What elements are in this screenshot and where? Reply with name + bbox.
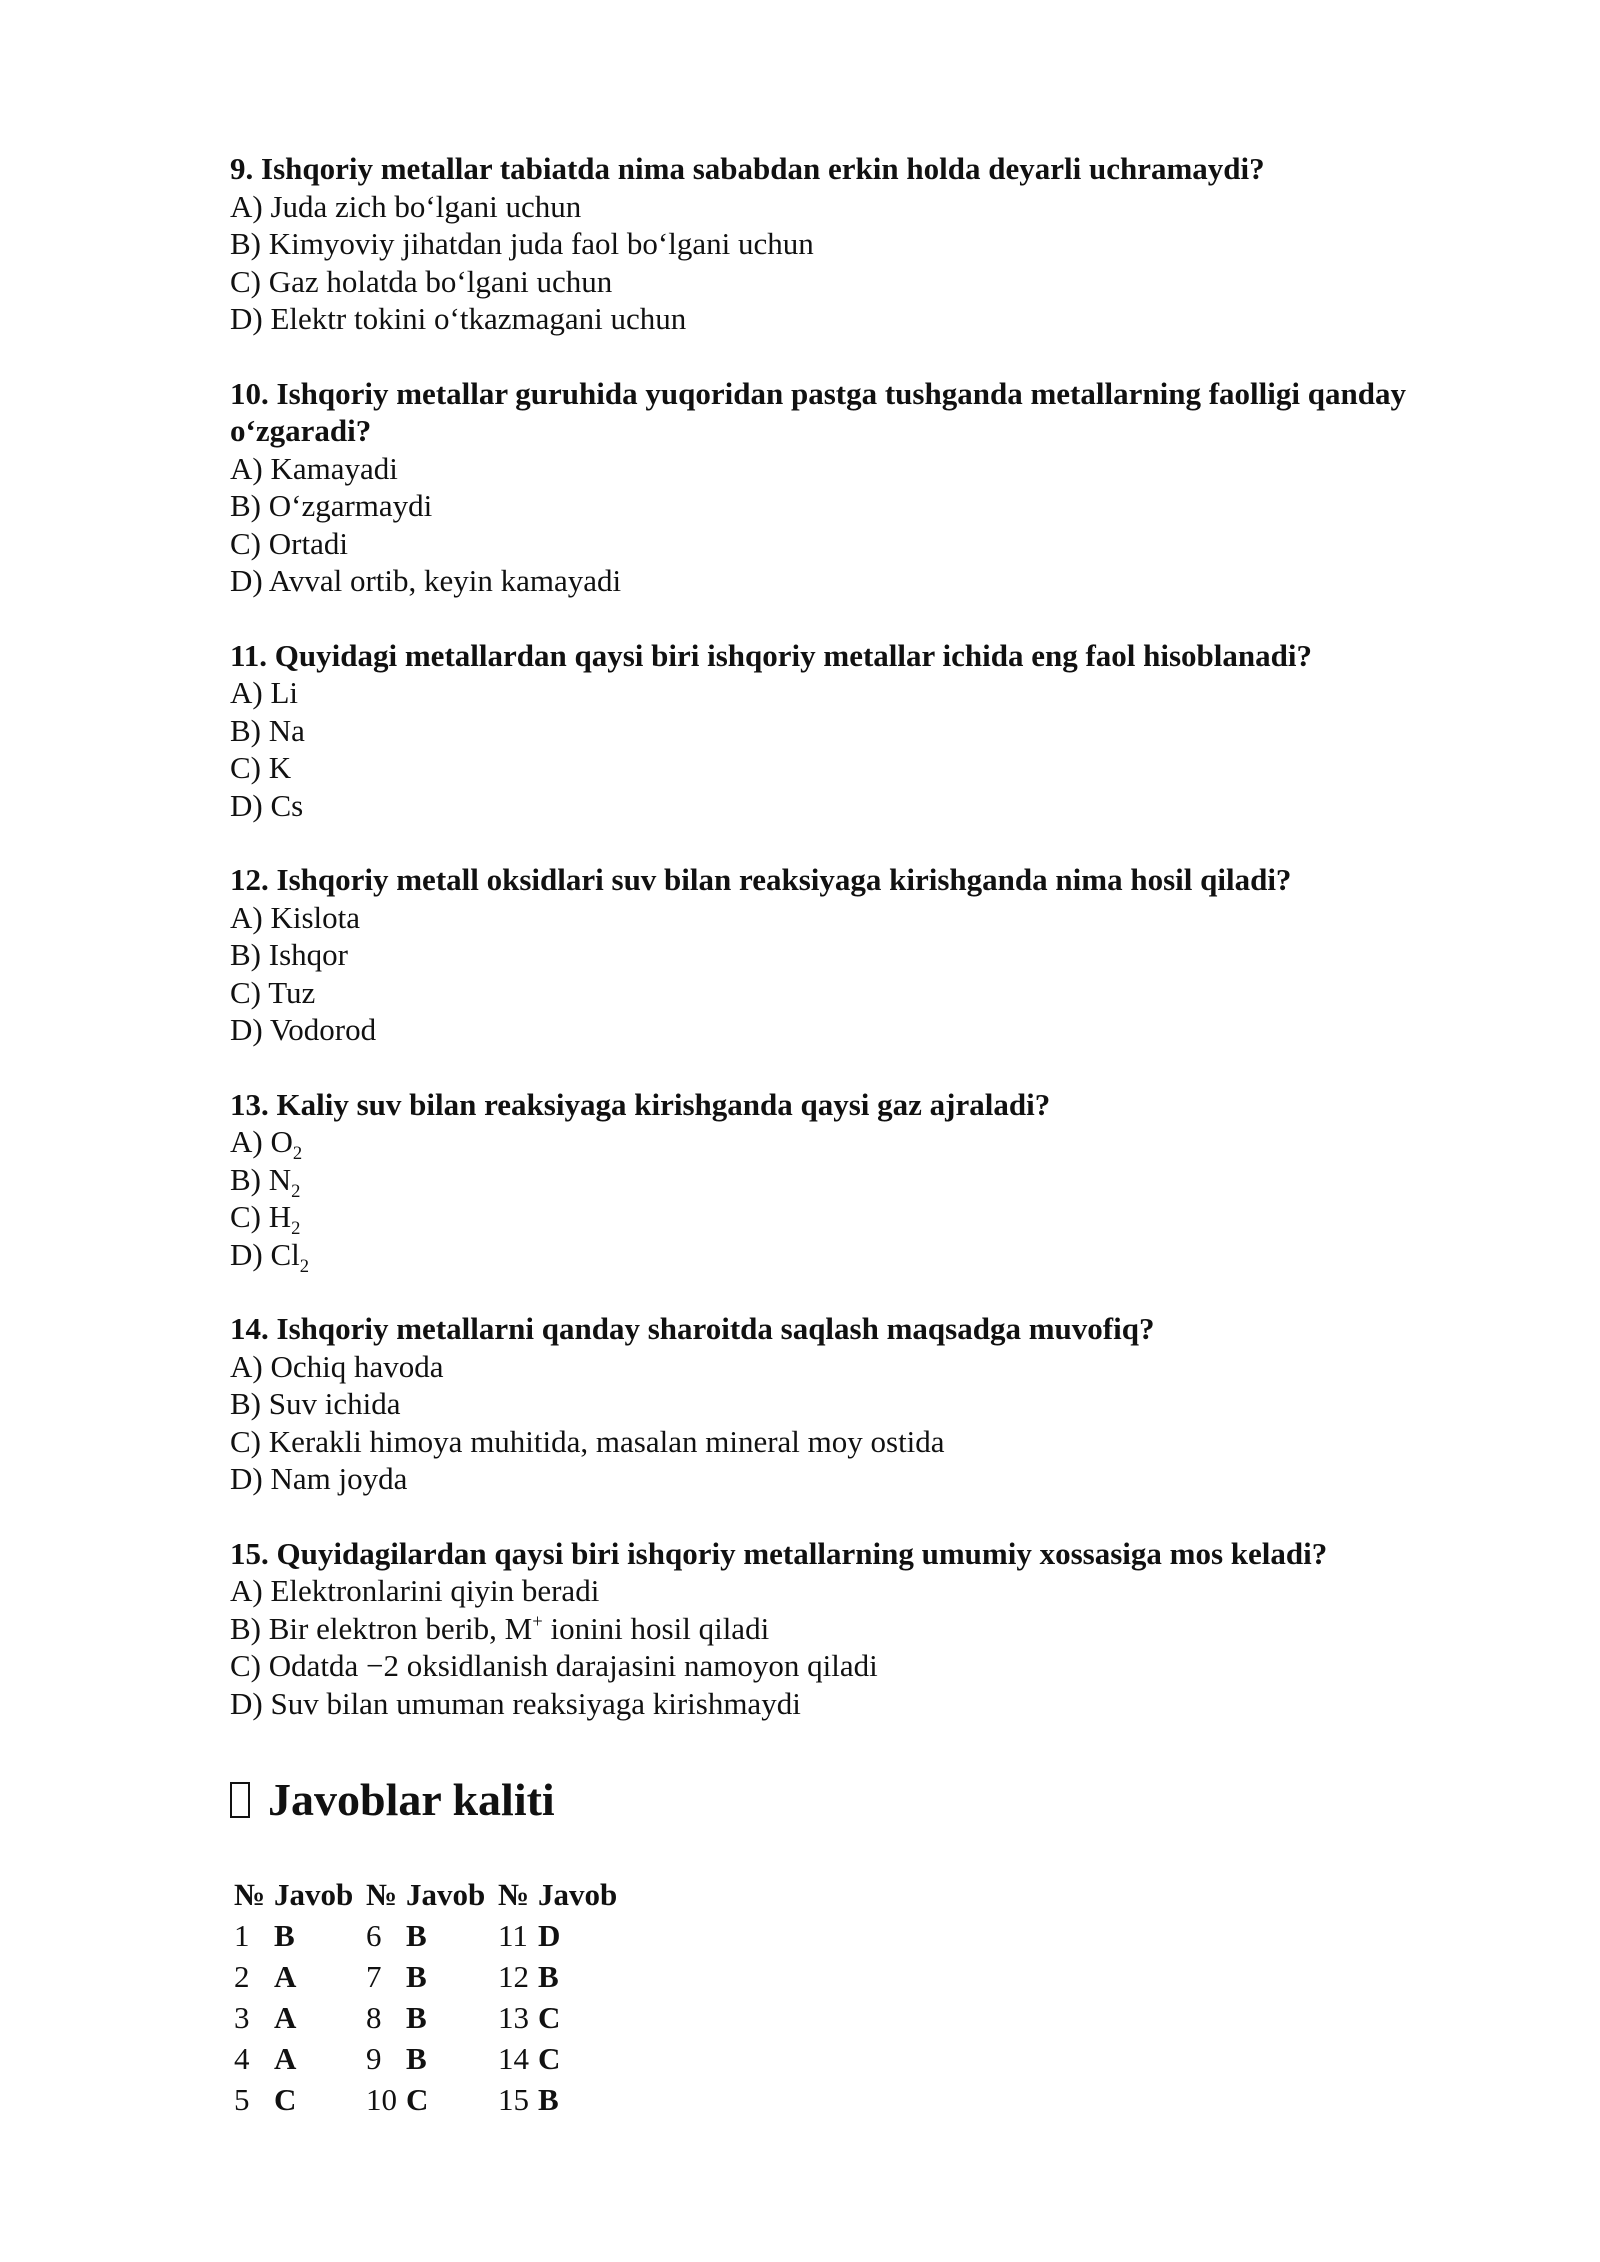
answer-options — [230, 674, 1470, 824]
answer-letter: C — [538, 1999, 561, 2035]
question-number: 7 — [366, 1958, 382, 1994]
answer-options — [230, 1348, 1470, 1498]
answer-letter: B — [406, 1917, 427, 1953]
answer-options — [230, 1572, 1470, 1722]
answer-option: D) Suv bilan umuman reaksiyaga kirishmaydi — [230, 1685, 801, 1721]
question-9 — [230, 150, 1470, 338]
superscript: + — [532, 1611, 543, 1633]
answer-letter: C — [274, 2081, 297, 2117]
answer-option: A) Elektronlarini qiyin beradi — [230, 1573, 600, 1608]
table-row — [230, 2079, 638, 2120]
subscript: 2 — [292, 1143, 303, 1165]
question-title: 13. Kaliy suv bilan reaksiyaga kirishganda qaysi gaz ajraladi? — [230, 1086, 1051, 1122]
answer-option: B) Na — [230, 712, 305, 748]
answer-option: C) Gaz holatda bo‘lgani uchun — [230, 263, 613, 299]
answer-options — [230, 188, 1470, 338]
answer-options — [230, 1123, 1470, 1277]
answer-letter: B — [274, 1917, 295, 1953]
answer-option: C) Odatda −2 oksidlanish darajasini namoyon qiladi — [230, 1648, 878, 1683]
question-number: 5 — [234, 2081, 250, 2117]
question-number: 4 — [234, 2040, 250, 2076]
answer-option: D) Elektr tokini o‘tkazmagani uchun — [230, 301, 687, 336]
answer-option: A) Ochiq havoda — [230, 1348, 444, 1384]
question-number: 8 — [366, 1999, 382, 2035]
column-header: Javob — [538, 1876, 618, 1912]
answer-option — [230, 1236, 1470, 1277]
answer-option: A) Kamayadi — [230, 450, 398, 486]
question-number: 10 — [366, 2081, 397, 2117]
answer-option: D) Vodorod — [230, 1012, 377, 1047]
answer-option: A) Kislota — [230, 899, 361, 935]
column-header: № — [234, 1876, 266, 1912]
question-number: 13 — [498, 1999, 529, 2035]
answer-letter: B — [538, 1958, 559, 1994]
question-number: 2 — [234, 1958, 250, 1994]
answer-option: C) Kerakli himoya muhitida, masalan mineral moy ostida — [230, 1423, 945, 1459]
answer-letter: C — [406, 2081, 429, 2117]
question-14 — [230, 1310, 1470, 1498]
answer-option — [230, 1123, 1470, 1165]
answer-letter: B — [406, 1958, 427, 1994]
option-text-after: ionini hosil qiladi — [542, 1610, 770, 1646]
option-text: B) N — [230, 1161, 292, 1197]
column-header: Javob — [406, 1876, 486, 1912]
question-number: 15 — [498, 2081, 529, 2117]
answer-letter: B — [538, 2081, 559, 2117]
option-text: A) O — [230, 1124, 293, 1159]
question-12 — [230, 861, 1470, 1049]
answer-option — [230, 1198, 1470, 1240]
question-title: 14. Ishqoriy metallarni qanday sharoitda saqlash maqsadga muvofiq? — [230, 1311, 1155, 1346]
question-13 — [230, 1086, 1470, 1277]
answer-letter: A — [274, 2040, 297, 2076]
table-row — [230, 1915, 638, 1956]
answer-key-title: Javoblar kaliti — [268, 1774, 555, 1825]
missing-glyph-icon — [230, 1782, 250, 1818]
question-number: 1 — [234, 1917, 250, 1953]
answer-option: C) Ortadi — [230, 525, 348, 561]
document-page — [230, 150, 1470, 2120]
question-10 — [230, 375, 1470, 600]
question-11 — [230, 637, 1470, 825]
question-title: 11. Quyidagi metallardan qaysi biri ishqoriy metallar ichida eng faol hisoblanadi? — [230, 637, 1313, 673]
answer-letter: A — [274, 1999, 297, 2035]
question-title: 15. Quyidagilardan qaysi biri ishqoriy metallarning umumiy xossasiga mos keladi? — [230, 1535, 1328, 1571]
subscript: 2 — [291, 1218, 301, 1240]
answer-option: B) O‘zgarmaydi — [230, 488, 433, 523]
answer-option: A) Li — [230, 675, 299, 710]
answer-letter: D — [538, 1917, 561, 1953]
subscript: 2 — [291, 1180, 301, 1202]
answer-option: D) Nam joyda — [230, 1461, 408, 1496]
answer-letter: B — [406, 2040, 427, 2076]
table-row — [230, 1997, 638, 2038]
table-header-row — [230, 1874, 638, 1915]
answer-options — [230, 899, 1470, 1049]
column-header: Javob — [274, 1876, 354, 1912]
answer-option: C) K — [230, 750, 292, 785]
answer-option: D) Cs — [230, 787, 304, 823]
answer-letter: C — [538, 2040, 561, 2076]
question-title: 12. Ishqoriy metall oksidlari suv bilan reaksiyaga kirishganda nima hosil qiladi? — [230, 862, 1292, 897]
table-row — [230, 1956, 638, 1997]
question-number: 11 — [498, 1917, 528, 1953]
answer-key-table — [230, 1874, 638, 2120]
subscript: 2 — [299, 1255, 310, 1277]
answer-option — [230, 1161, 1470, 1202]
answer-option: A) Juda zich bo‘lgani uchun — [230, 188, 582, 224]
answer-option: B) Ishqor — [230, 937, 348, 972]
question-title: 10. Ishqoriy metallar guruhida yuqoridan pastga tushganda metallarning faolligi qanday o‘zgaradi? — [230, 375, 1406, 448]
question-title: 9. Ishqoriy metallar tabiatda nima sababdan erkin holda deyarli uchramaydi? — [230, 151, 1265, 186]
answer-option: C) Tuz — [230, 974, 316, 1010]
answer-option: B) Kimyoviy jihatdan juda faol bo‘lgani uchun — [230, 226, 814, 261]
answer-option: D) Avval ortib, keyin kamayadi — [230, 563, 622, 598]
option-text: B) Bir elektron berib, M — [230, 1610, 533, 1646]
option-text: C) H — [230, 1199, 292, 1234]
option-text: D) Cl — [230, 1236, 300, 1272]
question-number: 14 — [498, 2040, 529, 2076]
column-header: № — [366, 1876, 398, 1912]
question-number: 6 — [366, 1917, 382, 1953]
answer-key-heading — [230, 1772, 1470, 1828]
question-15 — [230, 1535, 1470, 1723]
answer-option — [230, 1610, 1470, 1648]
answer-options — [230, 450, 1470, 600]
question-number: 9 — [366, 2040, 382, 2076]
column-header: № — [498, 1876, 530, 1912]
answer-letter: A — [274, 1958, 297, 1994]
answer-option: B) Suv ichida — [230, 1386, 401, 1421]
question-number: 12 — [498, 1958, 529, 1994]
table-row — [230, 2038, 638, 2079]
question-number: 3 — [234, 1999, 250, 2035]
answer-letter: B — [406, 1999, 427, 2035]
